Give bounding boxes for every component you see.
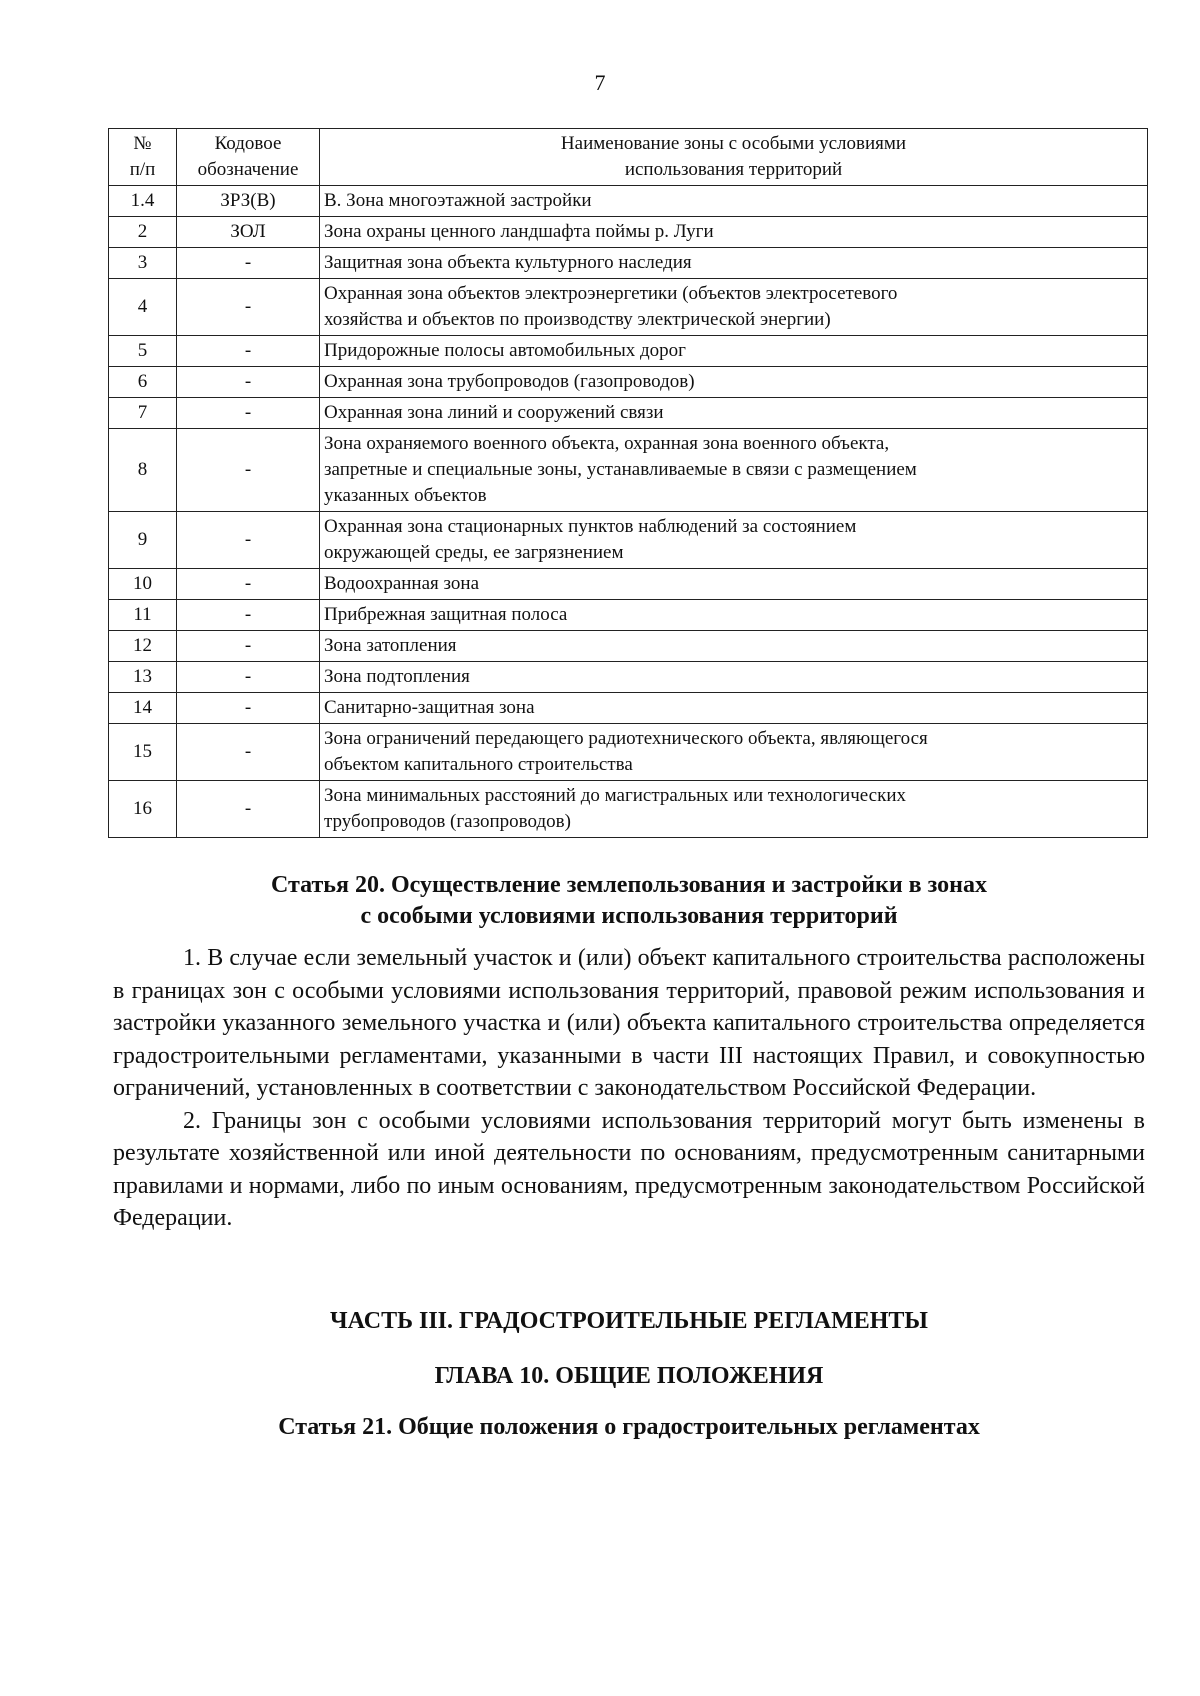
page-number: 7 <box>594 70 606 95</box>
article-20-title-line: с особыми условиями использования территорий <box>360 903 898 929</box>
header-code-line: Кодовое <box>214 133 282 154</box>
row-code: - <box>177 367 320 398</box>
row-name <box>320 279 1148 336</box>
row-number: 1.4 <box>109 186 177 217</box>
row-number: 15 <box>109 724 177 781</box>
row-code: - <box>177 248 320 279</box>
row-code: ЗОЛ <box>177 217 320 248</box>
row-name <box>320 662 1148 693</box>
header-num-line: № <box>133 133 152 154</box>
row-name <box>320 724 1148 781</box>
table-row <box>109 336 1148 367</box>
row-number: 7 <box>109 398 177 429</box>
row-number: 5 <box>109 336 177 367</box>
row-name <box>320 336 1148 367</box>
row-name-line: Зона охраны ценного ландшафта поймы р. Луги <box>324 221 714 242</box>
row-name-line: объектом капитального строительства <box>324 754 633 775</box>
table-row <box>109 186 1148 217</box>
row-number: 6 <box>109 367 177 398</box>
row-name <box>320 693 1148 724</box>
row-name-line: Прибрежная защитная полоса <box>324 604 568 625</box>
row-name <box>320 512 1148 569</box>
row-name <box>320 781 1148 838</box>
row-name-line: хозяйства и объектов по производству электрической энергии) <box>324 309 831 330</box>
row-name-line: Зона охраняемого военного объекта, охранная зона военного объекта, <box>324 433 890 454</box>
row-name-line: трубопроводов (газопроводов) <box>324 811 571 832</box>
article-20-paragraph-2: 2. Границы зон с особыми условиями использования территорий могут быть изменены в результате хозяйственной или иной деятельности по основаниям, предусмотренным санитарными правилами и нормами, либо по иным основаниям, предусмотренным законодательством Российской Федерации. <box>113 1107 1145 1231</box>
table-row <box>109 662 1148 693</box>
header-code <box>177 129 320 186</box>
table-row <box>109 398 1148 429</box>
row-name-line: Зона минимальных расстояний до магистральных или технологических <box>324 785 907 806</box>
row-name-line: Зона ограничений передающего радиотехнического объекта, являющегося <box>324 728 928 749</box>
row-code: - <box>177 724 320 781</box>
row-name <box>320 600 1148 631</box>
row-code: - <box>177 512 320 569</box>
table-row <box>109 631 1148 662</box>
table-row <box>109 367 1148 398</box>
row-code: - <box>177 781 320 838</box>
row-code: ЗРЗ(В) <box>177 186 320 217</box>
row-name <box>320 429 1148 512</box>
table-row <box>109 781 1148 838</box>
row-name-line: Охранная зона трубопроводов (газопроводов) <box>324 371 695 392</box>
row-number: 16 <box>109 781 177 838</box>
table-row <box>109 569 1148 600</box>
row-number: 13 <box>109 662 177 693</box>
header-name <box>320 129 1148 186</box>
row-name-line: Охранная зона объектов электроэнергетики (объектов электросетевого <box>324 283 898 304</box>
row-code: - <box>177 693 320 724</box>
row-code: - <box>177 631 320 662</box>
article-20-paragraph-1: 1. В случае если земельный участок и (или) объект капитального строительства расположены в границах зон с особыми условиями использования территорий, правовой режим использования и застройки указанного земельного участка и (или) объекта капитального строительства определяется градостроительными регламентами, указанными в части III настоящих Правил, и совокупностью ограничений, установленных в соответствии с законодательством Российской Федерации. <box>113 945 1145 1101</box>
row-name <box>320 398 1148 429</box>
row-name <box>320 367 1148 398</box>
chapter-title: ГЛАВА 10. ОБЩИЕ ПОЛОЖЕНИЯ <box>434 1363 824 1389</box>
row-name-line: Защитная зона объекта культурного наследия <box>324 252 692 273</box>
table-row <box>109 248 1148 279</box>
row-code: - <box>177 569 320 600</box>
header-num-line: п/п <box>129 159 156 180</box>
article-20-title-line: Статья 20. Осуществление землепользования и застройки в зонах <box>271 872 987 898</box>
row-number: 9 <box>109 512 177 569</box>
row-name-line: Придорожные полосы автомобильных дорог <box>324 340 686 361</box>
table-row <box>109 429 1148 512</box>
zones-table <box>108 128 1148 838</box>
header-name-line: Наименование зоны с особыми условиями <box>560 133 907 154</box>
row-name <box>320 186 1148 217</box>
row-name-line: Водоохранная зона <box>324 573 480 594</box>
header-num <box>109 129 177 186</box>
row-name-line: Охранная зона линий и сооружений связи <box>324 402 664 423</box>
row-name-line: запретные и специальные зоны, устанавливаемые в связи с размещением <box>324 459 917 480</box>
table-row <box>109 600 1148 631</box>
header-code-line: обозначение <box>197 159 299 180</box>
row-name-line: указанных объектов <box>324 485 487 506</box>
row-code: - <box>177 279 320 336</box>
row-code: - <box>177 429 320 512</box>
row-code: - <box>177 600 320 631</box>
table-row <box>109 724 1148 781</box>
row-name-line: Санитарно-защитная зона <box>324 697 535 718</box>
row-number: 12 <box>109 631 177 662</box>
row-name-line: окружающей среды, ее загрязнением <box>324 542 624 563</box>
row-number: 10 <box>109 569 177 600</box>
row-name-line: Зона затопления <box>324 635 457 656</box>
part-title: ЧАСТЬ III. ГРАДОСТРОИТЕЛЬНЫЕ РЕГЛАМЕНТЫ <box>330 1308 928 1334</box>
row-name-line: В. Зона многоэтажной застройки <box>324 190 592 211</box>
article-20-title <box>113 870 1145 932</box>
row-number: 2 <box>109 217 177 248</box>
row-name <box>320 248 1148 279</box>
table-row <box>109 217 1148 248</box>
row-name <box>320 569 1148 600</box>
row-name <box>320 217 1148 248</box>
row-name-line: Охранная зона стационарных пунктов наблюдений за состоянием <box>324 516 857 537</box>
article-20 <box>113 870 1145 1235</box>
row-number: 8 <box>109 429 177 512</box>
header-name-line: использования территорий <box>624 159 843 180</box>
table-row <box>109 512 1148 569</box>
row-name <box>320 631 1148 662</box>
row-number: 11 <box>109 600 177 631</box>
article-21-title: Статья 21. Общие положения о градостроительных регламентах <box>278 1414 980 1440</box>
row-code: - <box>177 398 320 429</box>
row-number: 3 <box>109 248 177 279</box>
table-row <box>109 279 1148 336</box>
table-row <box>109 693 1148 724</box>
table-header-row <box>109 129 1148 186</box>
row-name-line: Зона подтопления <box>324 666 470 687</box>
row-number: 4 <box>109 279 177 336</box>
row-number: 14 <box>109 693 177 724</box>
row-code: - <box>177 336 320 367</box>
row-code: - <box>177 662 320 693</box>
